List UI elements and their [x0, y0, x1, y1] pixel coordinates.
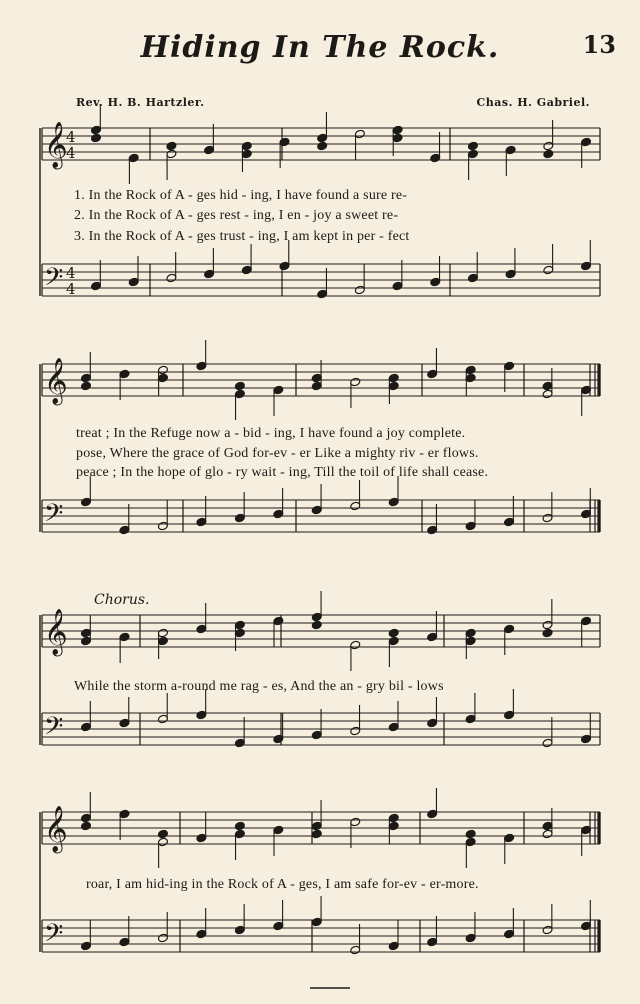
- note-head: [81, 381, 92, 391]
- time-signature: 4: [66, 128, 76, 146]
- note-head: [91, 133, 102, 143]
- lyric-line: roar, I am hid-ing in the Rock of A - ges, I am safe for-ev - er-more.: [86, 877, 479, 892]
- lyricist-credit: Rev. H. B. Hartzler.: [76, 96, 205, 109]
- note-head: [234, 821, 245, 831]
- note-head: [311, 829, 322, 839]
- note-head: [543, 149, 554, 159]
- page-number: 13: [582, 30, 616, 59]
- lyric-line: 3. In the Rock of A - ges trust - ing, I am kept in per - fect: [74, 229, 410, 244]
- note-head: [467, 141, 478, 151]
- lyric-line: While the storm a-round me rag - es, And the an - gry bil - lows: [74, 679, 444, 694]
- hymn-title: Hiding In The Rock.: [140, 30, 500, 65]
- note-head: [465, 829, 476, 839]
- note-head: [311, 620, 322, 630]
- lyric-line: pose, Where the grace of God for-ev - er Like a mighty riv - er flows.: [76, 446, 479, 461]
- note-head: [317, 141, 328, 151]
- note-head: [388, 628, 399, 638]
- note-head: [166, 141, 177, 151]
- composer-credit: Chas. H. Gabriel.: [476, 96, 590, 109]
- note-head: [157, 829, 168, 839]
- lyric-line: treat ; In the Refuge now a - bid - ing, I have found a joy complete.: [76, 426, 466, 441]
- bass-clef: 𝄢: [44, 263, 64, 298]
- lyric-line: 1. In the Rock of A - ges hid - ing, I have found a sure re-: [74, 188, 408, 203]
- time-signature: 4: [66, 144, 76, 162]
- bass-clef: 𝄢: [44, 919, 64, 954]
- note-head: [81, 821, 92, 831]
- treble-clef: 𝄞: [44, 806, 68, 852]
- note-head: [234, 381, 245, 391]
- time-signature: 4: [66, 280, 76, 298]
- time-signature: 4: [66, 264, 76, 282]
- treble-clef: 𝄞: [44, 358, 68, 404]
- note-head: [542, 628, 553, 638]
- lyric-line: 2. In the Rock of A - ges rest - ing, I en - joy a sweet re-: [74, 208, 399, 223]
- lyric-line: peace ; In the hope of glo - ry wait - ing, Till the toil of life shall cease.: [76, 465, 489, 480]
- chorus-label: Chorus.: [94, 592, 150, 608]
- treble-clef: 𝄞: [44, 122, 68, 168]
- bass-clef: 𝄢: [44, 712, 64, 747]
- bass-clef: 𝄢: [44, 499, 64, 534]
- treble-clef: 𝄞: [44, 609, 68, 655]
